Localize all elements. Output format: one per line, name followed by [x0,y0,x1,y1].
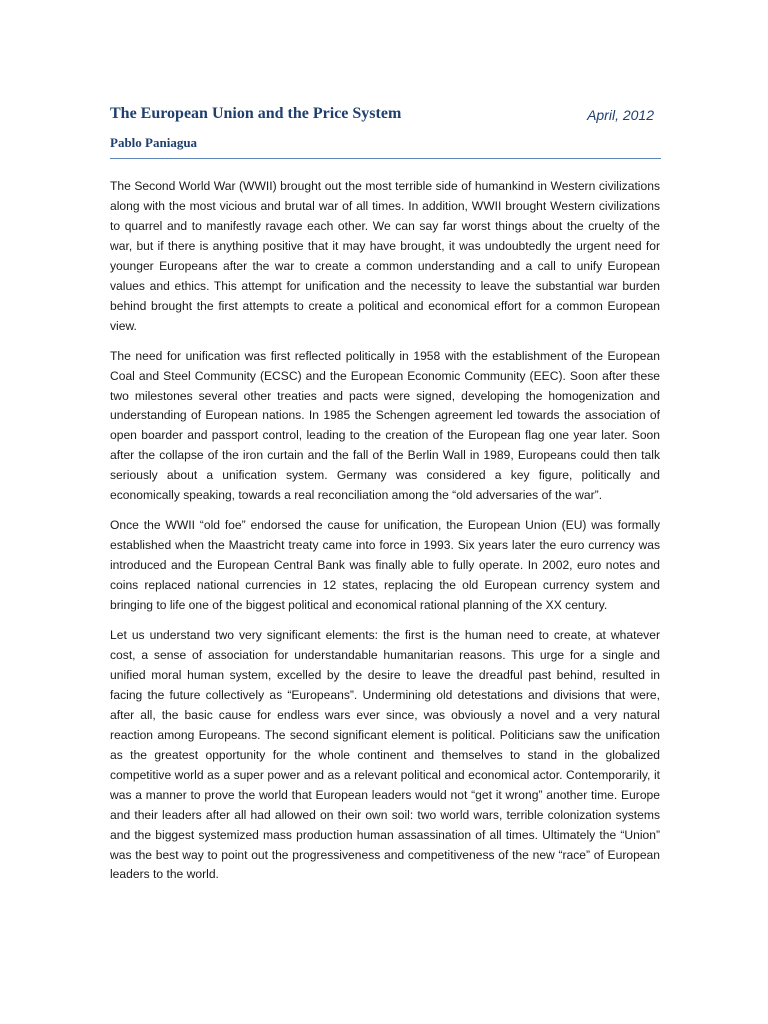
paragraph-3: Once the WWII “old foe” endorsed the cause for unification, the European Union (EU) was formally established when the Maastricht treaty came into force in 1993. Six years later the euro currency was introduced and the European Central Bank was finally able to fully operate. In 2002, euro notes and coins replaced national currencies in 12 states, replacing the old European currency system and bringing to life one of the biggest political and economical rational planning of the XX century. [110,518,660,613]
paragraph-1: The Second World War (WWII) brought out the most terrible side of humankind in Western civilizations along with the most vicious and brutal war of all times. In addition, WWII brought Western civilizations to quarrel and to manifestly ravage each other. We can say far worst things about the cruelty of the war, but if there is anything positive that it may have brought, it was undoubtedly the urgent need for younger Europeans after the war to create a common understanding and a call to unify European values and ethics. This attempt for unification and the necessity to leave the substantial war burden behind brought the first attempts to create a political and economical effort for a common European view. [110,179,660,333]
document-date: April, 2012 [587,107,654,123]
header-divider [110,158,661,159]
document-title: The European Union and the Price System [110,105,402,122]
document-author: Pablo Paniagua [110,135,198,150]
document-header [110,104,660,152]
document-body [110,177,660,895]
paragraph-2: The need for unification was first reflected politically in 1958 with the establishment of the European Coal and Steel Community (ECSC) and the European Economic Community (EEC). Soon after these two milestones several other treaties and pacts were signed, developing the homogenization and understanding of European nations. In 1985 the Schengen agreement led towards the association of open boarder and passport control, leading to the creation of the European flag one year later. Soon after the collapse of the iron curtain and the fall of the Berlin Wall in 1989, Europeans could then talk seriously about a unification system. Germany was considered a key figure, politically and economically speaking, towards a real reconciliation among the “old adversaries of the war”. [110,348,660,503]
paragraph-4: Let us understand two very significant elements: the first is the human need to create, at whatever cost, a sense of association for understandable humanitarian reasons. This urge for a single and unified moral human system, excelled by the desire to leave the dreadful past behind, resulted in facing the future collectively as “Europeans”. Undermining old detestations and divisions that were, after all, the basic cause for endless wars ever since, was obviously a novel and a very natural reaction among Europeans. The second significant element is political. Politicians saw the unification as the greatest opportunity for the whole continent and themselves to stand in the globalized competitive world as a super power and as a relevant political and economical actor. Contemporarily, it was a manner to prove the world that European leaders would not “get it wrong” another time. Europe and their leaders after all had allowed on their own soil: two world wars, terrible colonization systems and the biggest systemized mass production human assassination of all times. Ultimately the “Union” was the best way to point out the progressiveness and competitiveness of the new “race” of European leaders to the world. [110,628,660,882]
